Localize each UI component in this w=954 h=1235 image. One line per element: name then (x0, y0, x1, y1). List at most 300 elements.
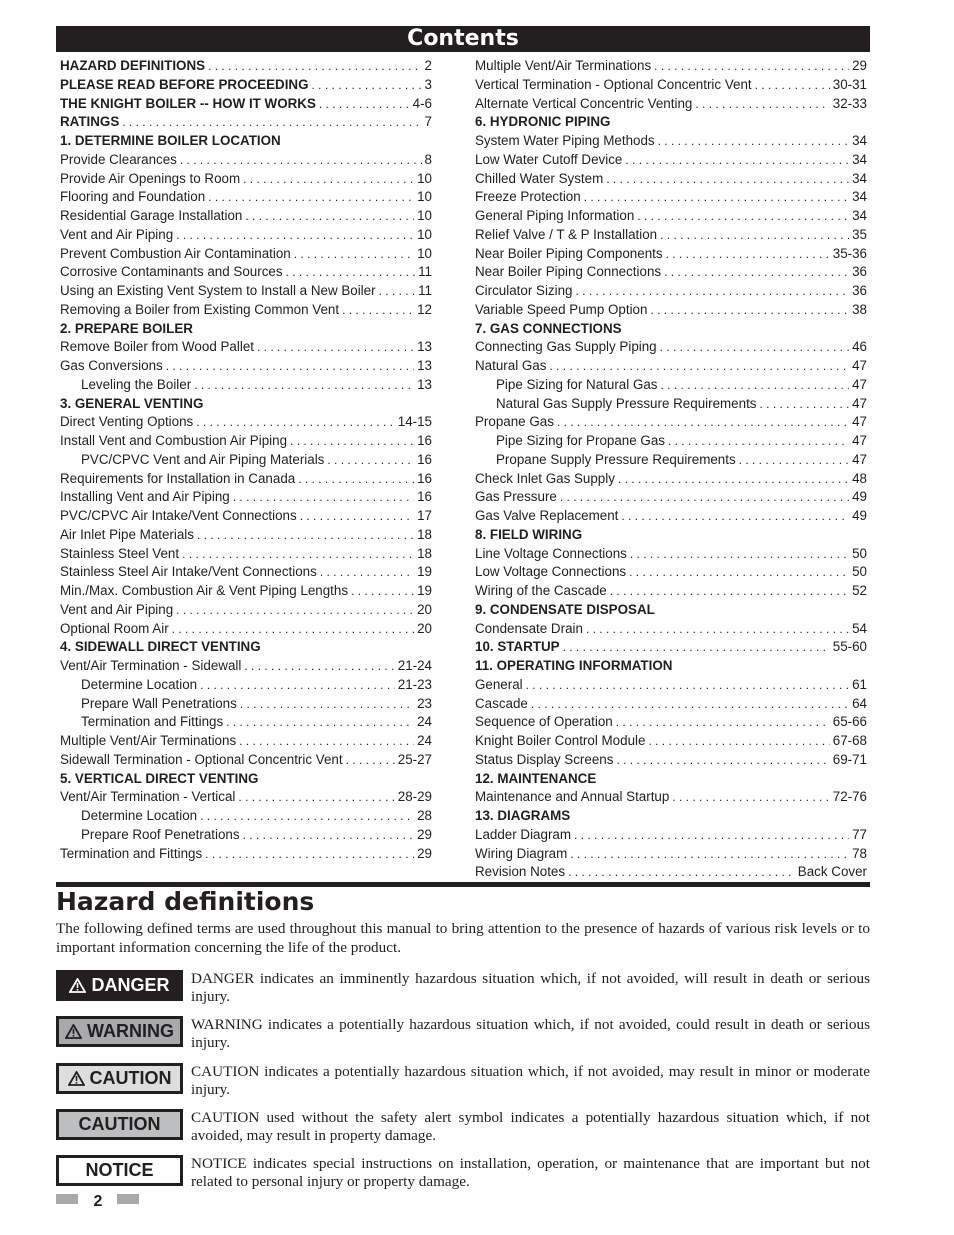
toc-dot-leader (739, 451, 849, 470)
toc-dot-leader (760, 395, 850, 414)
toc-entry (60, 657, 432, 676)
toc-entry-title: 7. GAS CONNECTIONS (475, 320, 622, 336)
footer-bar-right (117, 1194, 139, 1204)
toc-section-header (475, 526, 867, 545)
toc-entry-page: 19 (417, 583, 432, 598)
toc-dot-leader (238, 788, 394, 807)
toc-entry-title: Install Vent and Combustion Air Piping (60, 433, 288, 448)
toc-dot-leader (648, 732, 829, 751)
hazard-intro-text: The following defined terms are used throughout this manual to bring attention to the presence of hazards of various risk levels or to important information concerning the life of the product. (56, 920, 870, 956)
toc-dot-leader (245, 207, 414, 226)
toc-entry-page: 29 (417, 845, 432, 861)
toc-dot-leader (243, 826, 415, 845)
toc-entry (475, 57, 867, 76)
toc-entry (60, 451, 432, 470)
toc-dot-leader (618, 470, 849, 489)
toc-entry-title: Provide Air Openings to Room (60, 170, 241, 186)
toc-dot-leader (526, 676, 849, 695)
toc-dot-leader (586, 620, 849, 639)
toc-entry-title: Low Water Cutoff Device (475, 151, 623, 167)
toc-entry (60, 245, 432, 264)
toc-dot-leader (379, 282, 416, 301)
toc-entry-title: Stainless Steel Air Intake/Vent Connections (60, 564, 317, 580)
toc-entry-title: Condensate Drain (475, 620, 583, 636)
toc-entry-page: 24 (417, 733, 432, 748)
toc-entry-title: 8. FIELD WIRING (475, 526, 583, 542)
toc-dot-leader (176, 226, 414, 245)
toc-dot-leader (660, 226, 849, 245)
toc-entry-title: Check Inlet Gas Supply (475, 470, 615, 486)
toc-entry-page: 77 (852, 826, 867, 842)
toc-entry-page: 52 (852, 583, 867, 598)
toc-entry (60, 676, 432, 695)
toc-dot-leader (660, 338, 849, 357)
toc-entry (475, 676, 867, 695)
toc-entry-title: Wiring Diagram (475, 845, 568, 861)
toc-dot-leader (243, 170, 414, 189)
toc-entry-title: Using an Existing Vent System to Install a New Boiler (60, 283, 376, 298)
toc-entry-title: Propane Gas (475, 414, 554, 430)
toc-entry-title: Removing a Boiler from Existing Common Vent (60, 301, 340, 317)
toc-entry-title: 2. PREPARE BOILER (60, 320, 193, 336)
toc-entry-title: Propane Supply Pressure Requirements (496, 451, 736, 467)
toc-entry-page: 30-31 (832, 76, 867, 92)
toc-entry (60, 151, 432, 170)
toc-section-header (475, 320, 867, 339)
toc-dot-leader (286, 263, 416, 282)
toc-entry (475, 826, 867, 845)
toc-dot-leader (197, 526, 414, 545)
toc-entry-title: Relief Valve / T & P Installation (475, 226, 658, 242)
toc-entry (475, 413, 867, 432)
toc-entry-page: 32-33 (832, 95, 867, 111)
toc-entry (60, 788, 432, 807)
toc-entry-page: 23 (417, 695, 432, 711)
notice-description: NOTICE indicates special instructions on installation, operation, or maintenance that are important but not related to personal injury or property damage. (191, 1155, 870, 1190)
toc-dot-leader (637, 207, 849, 226)
toc-entry-page: 13 (417, 358, 432, 373)
toc-entry-title: Freeze Protection (475, 189, 581, 205)
toc-dot-leader (196, 413, 395, 432)
toc-entry-title: Status Display Screens (475, 751, 614, 767)
toc-entry-title: Multiple Vent/Air Terminations (475, 58, 652, 73)
toc-entry (475, 395, 867, 414)
toc-entry-title: Min./Max. Combustion Air & Vent Piping Lengths (60, 583, 349, 598)
toc-dot-leader (531, 695, 849, 714)
caution-label: CAUTION (78, 1114, 161, 1134)
toc-entry-title: Chilled Water System (475, 170, 604, 186)
toc-entry-title: 3. GENERAL VENTING (60, 395, 204, 411)
toc-entry-title: General (475, 676, 523, 692)
toc-dot-leader (298, 470, 414, 489)
toc-entry-page: 10 (417, 245, 432, 261)
toc-dot-leader (346, 751, 395, 770)
toc-entry (475, 788, 867, 807)
toc-entry-title: Pipe Sizing for Natural Gas (496, 376, 658, 392)
toc-dot-leader (621, 507, 849, 526)
toc-entry (475, 170, 867, 189)
toc-entry-page: 61 (852, 676, 867, 692)
toc-entry (60, 563, 432, 582)
toc-entry (60, 282, 432, 301)
toc-entry-title: Termination and Fittings (81, 714, 224, 730)
toc-entry-title: General Piping Information (475, 208, 635, 223)
toc-dot-leader (208, 57, 421, 76)
toc-dot-leader (576, 282, 850, 301)
toc-entry-title: Vent and Air Piping (60, 601, 174, 617)
toc-entry-page: 14-15 (397, 414, 432, 430)
toc-entry (60, 376, 432, 395)
toc-entry-title: 12. MAINTENANCE (475, 770, 597, 786)
toc-right-column (475, 57, 867, 882)
toc-section-header (60, 770, 432, 789)
toc-entry (60, 507, 432, 526)
toc-entry-title: PVC/CPVC Vent and Air Piping Materials (81, 451, 325, 467)
toc-entry (475, 470, 867, 489)
toc-dot-leader (294, 245, 414, 264)
toc-entry-title: 4. SIDEWALL DIRECT VENTING (60, 639, 261, 655)
toc-entry (475, 545, 867, 564)
toc-entry-title: Low Voltage Connections (475, 564, 627, 580)
toc-entry-title: PLEASE READ BEFORE PROCEEDING (60, 76, 309, 92)
toc-dot-leader (290, 432, 414, 451)
danger-description: DANGER indicates an imminently hazardous situation which, if not avoided, will result in death or serious injury. (191, 970, 870, 1005)
toc-entry (475, 245, 867, 264)
toc-entry-page: 34 (852, 208, 867, 223)
warning-triangle-icon (69, 978, 86, 993)
toc-entry-title: Line Voltage Connections (475, 545, 627, 561)
toc-dot-leader (180, 151, 422, 170)
toc-dot-leader (239, 732, 414, 751)
toc-entry-title: 9. CONDENSATE DISPOSAL (475, 601, 655, 617)
toc-entry (475, 282, 867, 301)
toc-entry-title: RATINGS (60, 114, 120, 130)
toc-entry (60, 301, 432, 320)
toc-dot-leader (320, 563, 414, 582)
toc-dot-leader (312, 76, 422, 95)
toc-entry-page: 21-23 (397, 676, 432, 692)
toc-entry (60, 695, 432, 714)
toc-entry-page: 46 (852, 339, 867, 355)
toc-dot-leader (616, 713, 830, 732)
toc-entry-title: Sequence of Operation (475, 714, 613, 730)
warning-badge (56, 1016, 183, 1047)
warning-triangle-icon (68, 1071, 85, 1086)
toc-dot-leader (625, 151, 849, 170)
toc-dot-leader (570, 845, 849, 864)
toc-entry-title: Connecting Gas Supply Piping (475, 339, 657, 355)
toc-entry-page: 13 (417, 339, 432, 355)
toc-entry-title: Circulator Sizing (475, 283, 573, 298)
toc-entry-title: Vent and Air Piping (60, 226, 174, 242)
toc-entry-title: Vent/Air Termination - Sidewall (60, 658, 242, 673)
toc-dot-leader (584, 188, 849, 207)
toc-entry-page: 10 (417, 170, 432, 186)
toc-entry-page: 10 (417, 208, 432, 223)
toc-entry-title: Stainless Steel Vent (60, 545, 180, 561)
toc-entry-title: Optional Room Air (60, 620, 169, 636)
warning-label: WARNING (87, 1021, 174, 1041)
toc-dot-leader (672, 788, 829, 807)
toc-entry (475, 301, 867, 320)
warning-triangle-icon (65, 1024, 82, 1039)
toc-dot-leader (342, 301, 414, 320)
caution-symbol-badge (56, 1063, 183, 1094)
toc-entry-title: Sidewall Termination - Optional Concentric Vent (60, 751, 343, 767)
toc-entry (60, 488, 432, 507)
toc-entry-page: 36 (852, 283, 867, 298)
toc-entry-page: 78 (852, 845, 867, 861)
toc-entry-title: Pipe Sizing for Propane Gas (496, 433, 665, 448)
toc-dot-leader (560, 488, 849, 507)
toc-dot-leader (327, 451, 414, 470)
toc-entry-page: 72-76 (832, 789, 867, 805)
toc-entry (475, 638, 867, 657)
toc-entry-title: Provide Clearances (60, 151, 177, 167)
toc-entry-title: Residential Garage Installation (60, 208, 243, 223)
toc-entry (475, 751, 867, 770)
toc-entry (475, 732, 867, 751)
toc-section-header (60, 395, 432, 414)
toc-dot-leader (182, 545, 414, 564)
toc-entry-title: Gas Valve Replacement (475, 508, 619, 523)
toc-entry (60, 263, 432, 282)
toc-entry-title: System Water Piping Methods (475, 133, 655, 148)
toc-entry (475, 132, 867, 151)
toc-dot-leader (668, 432, 849, 451)
toc-entry-page: 4-6 (412, 95, 432, 111)
toc-entry-title: Gas Conversions (60, 358, 163, 373)
toc-dot-leader (630, 545, 849, 564)
toc-entry-page: 29 (852, 58, 867, 73)
toc-entry-page: 13 (417, 376, 432, 392)
toc-entry-title: Direct Venting Options (60, 414, 194, 430)
toc-dot-leader (610, 582, 849, 601)
toc-entry (475, 582, 867, 601)
toc-entry-page: 18 (417, 526, 432, 542)
toc-entry-page: 47 (852, 451, 867, 467)
toc-entry-page: 16 (417, 470, 432, 486)
toc-entry-title: Wiring of the Cascade (475, 583, 607, 598)
toc-dot-leader (606, 170, 849, 189)
notice-label: NOTICE (85, 1160, 154, 1180)
toc-entry-page: 17 (417, 508, 432, 523)
toc-section-header (60, 320, 432, 339)
toc-dot-leader (172, 620, 414, 639)
toc-entry (60, 188, 432, 207)
toc-entry (475, 338, 867, 357)
caution-symbol-description: CAUTION indicates a potentially hazardous situation which, if not avoided, may result in minor or moderate injury. (191, 1063, 870, 1098)
toc-entry (60, 620, 432, 639)
toc-entry-page: 35-36 (832, 245, 867, 261)
toc-entry (475, 863, 867, 882)
toc-entry-page: 67-68 (832, 733, 867, 748)
toc-entry (60, 95, 432, 114)
toc-entry-title: Natural Gas Supply Pressure Requirements (496, 395, 757, 411)
toc-entry (60, 432, 432, 451)
toc-entry (475, 432, 867, 451)
toc-entry-page: 10 (417, 189, 432, 205)
toc-entry (60, 113, 432, 132)
toc-entry (475, 620, 867, 639)
toc-entry-page: 16 (417, 489, 432, 505)
toc-entry-page: 2 (424, 58, 432, 73)
toc-left-column (60, 57, 432, 863)
toc-entry-title: Determine Location (81, 676, 198, 692)
toc-entry-title: 6. HYDRONIC PIPING (475, 114, 611, 130)
toc-entry-title: Prepare Wall Penetrations (81, 695, 237, 711)
toc-entry-page: 18 (417, 545, 432, 561)
toc-entry-page: 34 (852, 170, 867, 186)
toc-entry-title: HAZARD DEFINITIONS (60, 58, 206, 73)
toc-entry-page: 8 (424, 151, 432, 167)
toc-entry-title: Flooring and Foundation (60, 189, 206, 205)
toc-entry-page: 16 (417, 451, 432, 467)
toc-entry-page: 10 (417, 226, 432, 242)
toc-entry (60, 207, 432, 226)
toc-entry-title: Remove Boiler from Wood Pallet (60, 339, 254, 355)
toc-dot-leader (574, 826, 849, 845)
toc-entry-page: 34 (852, 151, 867, 167)
toc-entry (475, 376, 867, 395)
toc-entry-title: 11. OPERATING INFORMATION (475, 658, 673, 673)
toc-dot-leader (661, 376, 850, 395)
toc-entry-page: 50 (852, 545, 867, 561)
toc-dot-leader (695, 95, 829, 114)
toc-entry (475, 563, 867, 582)
toc-entry-page: 29 (417, 826, 432, 842)
page-number: 2 (93, 1193, 103, 1210)
hazard-definitions-heading: Hazard definitions (56, 887, 315, 916)
toc-dot-leader (664, 263, 849, 282)
toc-entry (60, 713, 432, 732)
toc-dot-leader (176, 601, 414, 620)
toc-entry (475, 95, 867, 114)
toc-entry (60, 845, 432, 864)
toc-entry (60, 732, 432, 751)
toc-entry-page: 38 (852, 301, 867, 317)
toc-entry-title: Vertical Termination - Optional Concentric Vent (475, 76, 752, 92)
toc-entry-page: 20 (417, 620, 432, 636)
toc-entry-title: Near Boiler Piping Components (475, 245, 663, 261)
caution-description: CAUTION used without the safety alert symbol indicates a potentially hazardous situation which, if not avoided, may result in property damage. (191, 1109, 870, 1144)
caution-symbol-label: CAUTION (89, 1068, 172, 1088)
toc-entry-page: 50 (852, 564, 867, 580)
toc-entry-page: 25-27 (397, 751, 432, 767)
toc-entry-title: Multiple Vent/Air Terminations (60, 733, 237, 748)
toc-entry-title: Leveling the Boiler (81, 376, 192, 392)
toc-dot-leader (226, 713, 414, 732)
toc-entry-page: 19 (417, 564, 432, 580)
toc-dot-leader (166, 357, 414, 376)
toc-entry-page: 20 (417, 601, 432, 617)
toc-section-header (475, 770, 867, 789)
toc-dot-leader (257, 338, 414, 357)
toc-entry (60, 57, 432, 76)
toc-entry (60, 226, 432, 245)
toc-entry (475, 357, 867, 376)
toc-dot-leader (755, 76, 830, 95)
toc-entry-page: 36 (852, 264, 867, 280)
toc-entry-title: Corrosive Contaminants and Sources (60, 264, 283, 280)
toc-entry-page: 47 (852, 414, 867, 430)
toc-entry (475, 226, 867, 245)
toc-entry-title: Prepare Roof Penetrations (81, 826, 240, 842)
toc-entry (60, 470, 432, 489)
toc-dot-leader (240, 695, 414, 714)
toc-entry-page: 34 (852, 133, 867, 148)
toc-dot-leader (557, 413, 849, 432)
toc-entry-page: 34 (852, 189, 867, 205)
toc-entry (475, 507, 867, 526)
toc-entry-title: Near Boiler Piping Connections (475, 264, 662, 280)
danger-badge (56, 970, 183, 1001)
toc-dot-leader (549, 357, 849, 376)
toc-entry-title: Maintenance and Annual Startup (475, 789, 670, 805)
toc-entry-page: 49 (852, 489, 867, 505)
toc-dot-leader (194, 376, 414, 395)
toc-entry-title: Termination and Fittings (60, 845, 203, 861)
notice-badge (56, 1155, 183, 1186)
toc-dot-leader (122, 113, 421, 132)
toc-entry-title: Ladder Diagram (475, 826, 572, 842)
toc-entry-page: 47 (852, 358, 867, 373)
toc-dot-leader (233, 488, 414, 507)
toc-entry (60, 526, 432, 545)
toc-entry (60, 413, 432, 432)
toc-dot-leader (205, 845, 414, 864)
toc-entry-page: 28 (417, 808, 432, 823)
danger-label: DANGER (91, 975, 170, 995)
toc-entry-page: 12 (417, 301, 432, 317)
toc-entry-title: Cascade (475, 695, 528, 711)
toc-entry (475, 488, 867, 507)
footer-bar-left (56, 1194, 78, 1204)
toc-entry-title: Requirements for Installation in Canada (60, 470, 296, 486)
toc-section-header (60, 132, 432, 151)
toc-entry (60, 338, 432, 357)
toc-entry-page: 49 (852, 508, 867, 523)
toc-section-header (475, 113, 867, 132)
toc-entry (60, 601, 432, 620)
toc-entry-title: PVC/CPVC Air Intake/Vent Connections (60, 508, 297, 523)
toc-entry (60, 76, 432, 95)
toc-entry (60, 751, 432, 770)
toc-section-header (475, 807, 867, 826)
toc-entry-title: Natural Gas (475, 358, 547, 373)
toc-entry-title: Installing Vent and Air Piping (60, 489, 230, 505)
toc-dot-leader (629, 563, 849, 582)
toc-entry-title: Variable Speed Pump Option (475, 301, 648, 317)
toc-section-header (60, 638, 432, 657)
toc-section-header (475, 601, 867, 620)
toc-entry-page: 16 (417, 433, 432, 448)
toc-dot-leader (200, 807, 414, 826)
toc-dot-leader (319, 95, 410, 114)
toc-entry (60, 807, 432, 826)
toc-entry-page: 54 (852, 620, 867, 636)
toc-dot-leader (616, 751, 829, 770)
toc-entry-title: Vent/Air Termination - Vertical (60, 789, 236, 805)
toc-entry-title: 10. STARTUP (475, 639, 560, 655)
toc-dot-leader (666, 245, 830, 264)
toc-entry-page: 69-71 (832, 751, 867, 767)
toc-entry-title: 1. DETERMINE BOILER LOCATION (60, 133, 281, 148)
toc-entry-page: 65-66 (832, 714, 867, 730)
toc-section-header (475, 657, 867, 676)
toc-entry (475, 263, 867, 282)
toc-entry (60, 545, 432, 564)
